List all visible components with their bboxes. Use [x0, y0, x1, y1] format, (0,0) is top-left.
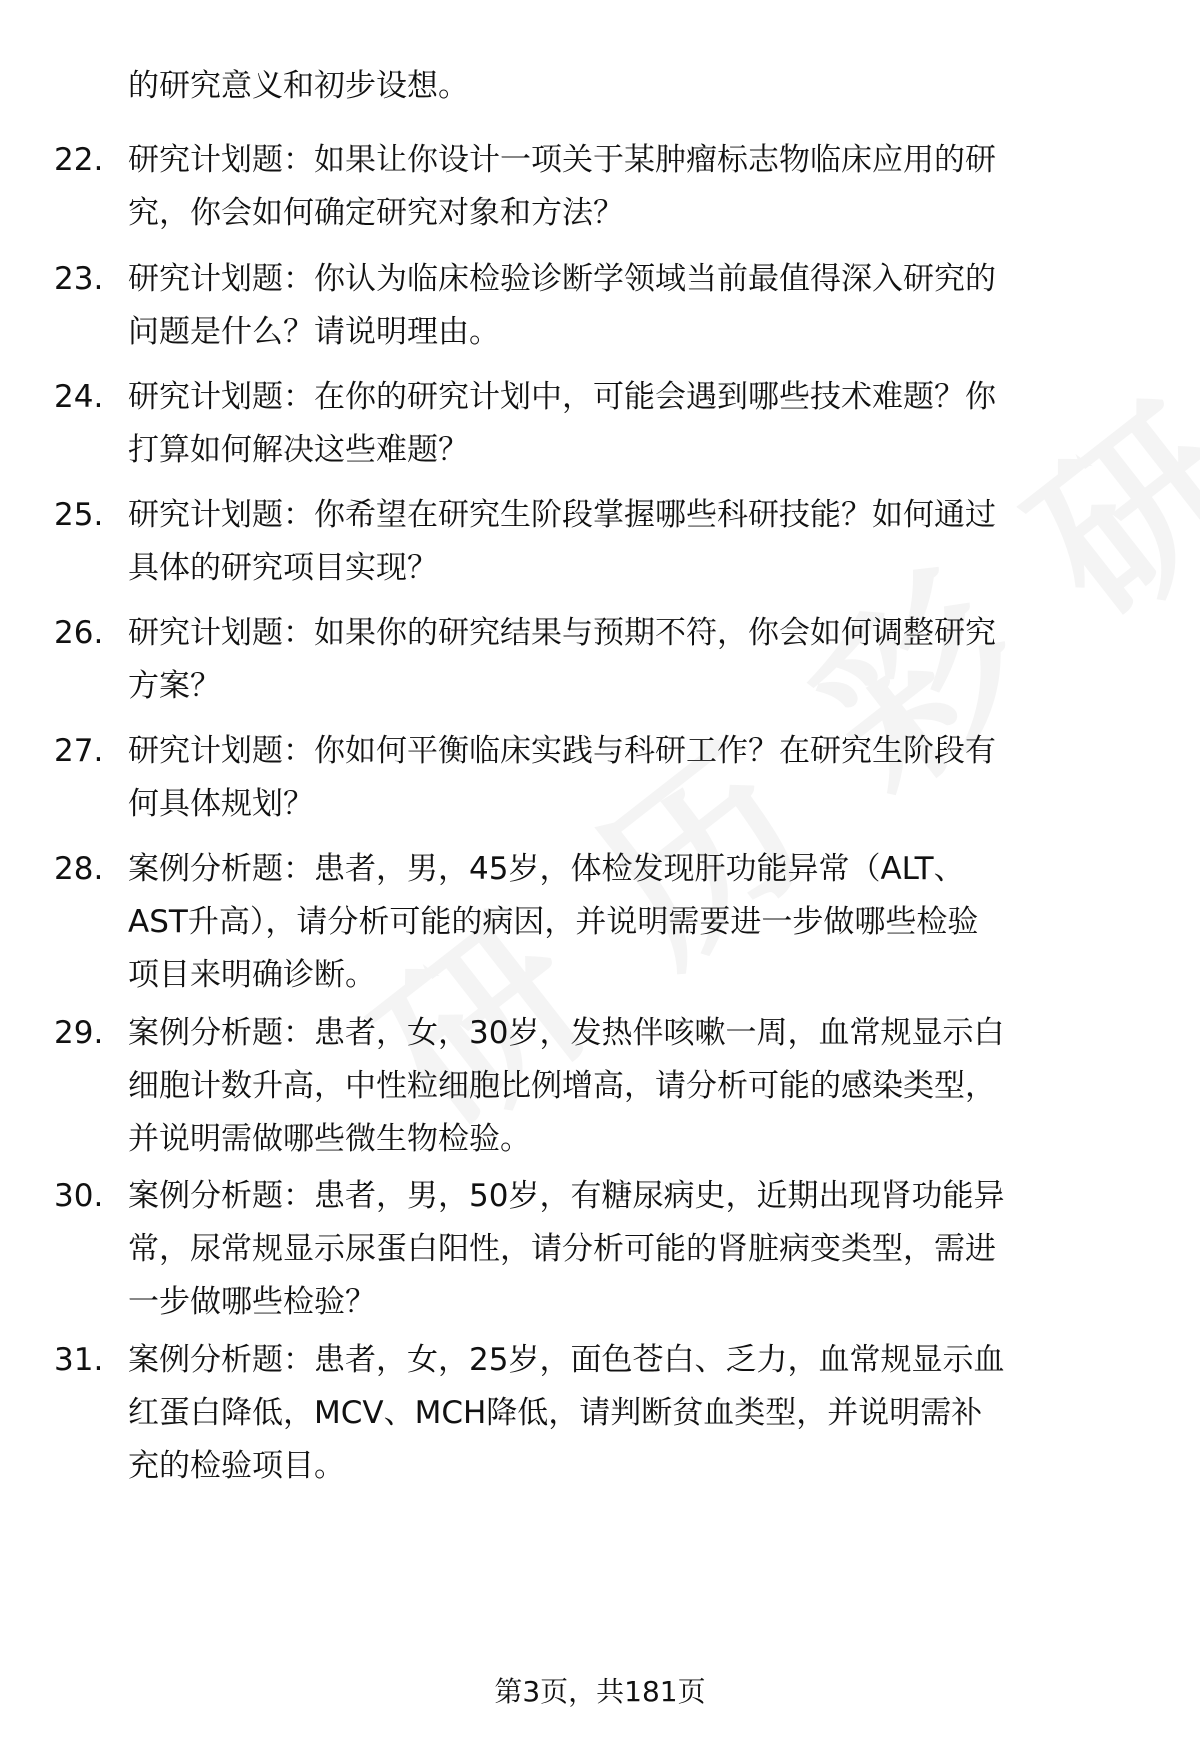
question-text-line: 研究计划题：如果让你设计一项关于某肿瘤标志物临床应用的研 — [128, 142, 996, 178]
question-text-line: 研究计划题：你如何平衡临床实践与科研工作？在研究生阶段有 — [128, 733, 996, 769]
question-number: 31. — [54, 1342, 104, 1378]
question-text-line: 案例分析题：患者，女，25岁，面色苍白、乏力，血常规显示血 — [128, 1342, 1005, 1378]
question-text-line: 案例分析题：患者，女，30岁，发热伴咳嗽一周，血常规显示白 — [128, 1015, 1005, 1051]
question-text-line: 研究计划题：如果你的研究结果与预期不符，你会如何调整研究 — [128, 615, 996, 651]
question-text-line: 并说明需做哪些微生物检验。 — [128, 1121, 531, 1157]
page-footer: 第3页，共181页 — [494, 1675, 706, 1708]
question-text-line: 研究计划题：你希望在研究生阶段掌握哪些科研技能？如何通过 — [128, 497, 996, 533]
question-number: 26. — [54, 615, 104, 651]
question-text-line: 案例分析题：患者，男，50岁，有糖尿病史，近期出现肾功能异 — [128, 1178, 1005, 1214]
question-text-line: 何具体规划？ — [128, 786, 314, 822]
question-text-line: 充的检验项目。 — [128, 1448, 345, 1484]
question-number: 30. — [54, 1178, 104, 1214]
question-text-line: AST升高），请分析可能的病因，并说明需要进一步做哪些检验 — [128, 904, 979, 940]
question-text-line: 项目来明确诊断。 — [128, 957, 376, 993]
question-number: 27. — [54, 733, 104, 769]
question-number: 28. — [54, 851, 104, 887]
question-text-line: 方案？ — [128, 668, 221, 704]
question-number: 23. — [54, 261, 104, 297]
question-number: 25. — [54, 497, 104, 533]
question-text-line: 红蛋白降低，MCV、MCH降低，请判断贫血类型，并说明需补 — [128, 1395, 983, 1431]
continuation-text: 的研究意义和初步设想。 — [128, 68, 469, 104]
question-text-line: 细胞计数升高，中性粒细胞比例增高，请分析可能的感染类型， — [128, 1068, 996, 1104]
question-text-line: 究，你会如何确定研究对象和方法？ — [128, 195, 624, 231]
question-text-line: 研究计划题：在你的研究计划中，可能会遇到哪些技术难题？你 — [128, 379, 996, 415]
question-text-line: 打算如何解决这些难题？ — [128, 432, 469, 468]
question-number: 22. — [54, 142, 104, 178]
question-text-line: 研究计划题：你认为临床检验诊断学领域当前最值得深入研究的 — [128, 261, 996, 297]
question-text-line: 常，尿常规显示尿蛋白阳性，请分析可能的肾脏病变类型，需进 — [128, 1231, 996, 1267]
question-text-line: 具体的研究项目实现？ — [128, 550, 438, 586]
question-text-line: 问题是什么？请说明理由。 — [128, 314, 500, 350]
question-number: 24. — [54, 379, 104, 415]
question-text-line: 案例分析题：患者，男，45岁，体检发现肝功能异常（ALT、 — [128, 851, 965, 887]
question-text-line: 一步做哪些检验？ — [128, 1284, 376, 1320]
question-number: 29. — [54, 1015, 104, 1051]
